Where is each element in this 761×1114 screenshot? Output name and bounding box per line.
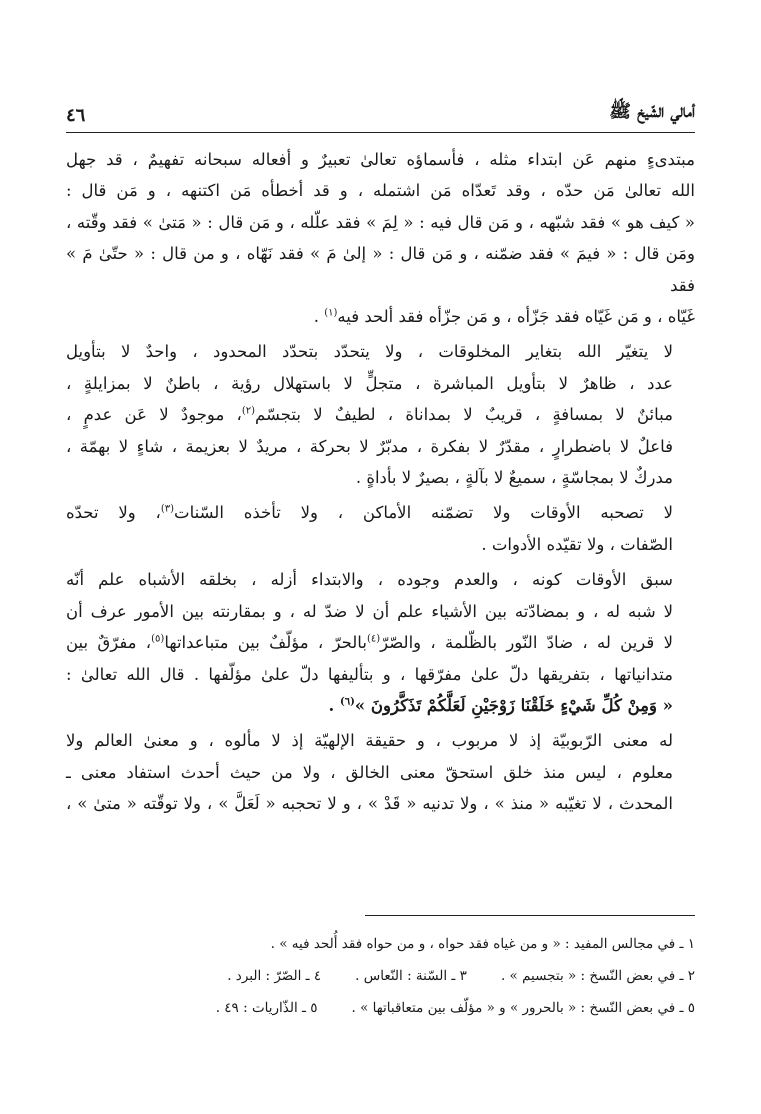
text-line: لا شبه له ، و بمضادّته بين الأشياء علم أن لا ضدّ له ، و بمقارنته بين الأمور عرف أن — [66, 601, 673, 621]
footnote-line — [66, 928, 695, 960]
footnote: ١ ـ في مجالس المفيد : « و من غياه فقد حواه ، و من حواه فقد أُلحد فيه » . — [270, 936, 695, 952]
text-line: عدد ، ظاهرٌ لا بتأويل المباشرة ، متجلٍّ لا باستهلال رؤية ، باطنٌ لا بمزايلةٍ ، — [66, 373, 673, 393]
running-title: أمالي الشّيخ ﷺ — [609, 101, 695, 122]
text-line: لا يتغيّر الله بتغاير المخلوقات ، ولا يتحدّد بتحدّد المحدود ، واحدٌ لا بتأويل — [66, 342, 673, 362]
text-line: لا قرين له ، ضادّ النّور بالظّلمة ، والصّرّ$^{(٤)}$بالحرّ ، مؤلّفٌ بين متباعداتها$^{(٥)}$، مفرّقٌ بين — [66, 633, 673, 653]
text-line: ومَن قال : « فيمَ » فقد ضمّنه ، و مَن قال : « إلىٰ مَ » فقد نَهّاه ، و من قال : « حتّیٰ مَ » فقد — [66, 244, 695, 295]
running-header — [66, 92, 695, 126]
footnote-marker: ٣ — [164, 503, 171, 515]
footnote: ٢ ـ في بعض النّسخ : « بتجسيم » . — [500, 968, 695, 984]
footnote-line — [66, 960, 695, 992]
text-line: مدركٌ لا بمجاسّةٍ ، سميعٌ لا بآلةٍ ، بصيرٌ لا بأداةٍ . — [355, 468, 673, 488]
text-line: الصّفات ، ولا تقيّده الأدوات . — [481, 534, 673, 554]
header-rule — [66, 132, 695, 133]
text-line: مبائنٌ لا بمسافةٍ ، قريبٌ لا بمداناة ، لطيفٌ لا بتجسّم$^{(٢)}$، موجودٌ لا عَن عدمٍ ، — [66, 405, 673, 425]
footnote-marker: ٤ — [370, 633, 377, 645]
footnote: ٥ ـ الذّاريات : ٤٩ . — [215, 1000, 318, 1016]
footnote-marker: ٢ — [245, 405, 252, 417]
footnote-marker: ١ — [328, 307, 334, 319]
footnote: ٤ ـ الصّرّ : البرد . — [227, 968, 322, 984]
paragraph — [66, 564, 695, 721]
text-line: له معنى الرّبوبيّة إذ لا مربوب ، و حقيقة الإلهيّة إذ لا مألوه ، و معنىٰ العالم ولا — [66, 731, 673, 751]
text-line: لا تصحبه الأوقات ولا تضمّنه الأماكن ، ولا تأخذه السّنات$^{(٣)}$، ولا تحدّه — [66, 503, 673, 523]
text-line: متدانياتها ، بتفريقها دلّ علىٰ مفرّقها ، و بتأليفها دلّ علىٰ مؤلّفها . قال الله تعالىٰ : — [66, 664, 673, 684]
text-line: « كيف هو » فقد شبّهه ، و مَن قال فيه : « لِمَ » فقد علّله ، و مَن قال : « مَتىٰ » فقد وقّته ، — [66, 212, 695, 232]
footnote-marker: ٥ — [155, 633, 161, 645]
footnote: ٥ ـ في بعض النّسخ : « بالحرور » و « مؤلّف بين متعاقباتها » . — [351, 1000, 695, 1016]
paragraph — [66, 497, 695, 560]
main-text — [66, 144, 695, 824]
paragraph — [66, 144, 695, 332]
text-line: المحدث ، لا تغيّبه « منذ » ، ولا تدنيه « قَدْ » ، و لا تحجبه « لَعَلَّ » ، ولا توقّته « متىٰ » ، — [66, 794, 673, 814]
text-line: معلوم ، ليس منذ خلق استحقّ معنى الخالق ، ولا من حيث أحدث استفاد معنى ـ — [66, 762, 673, 782]
paragraph — [66, 725, 695, 819]
quran-verse: « وَمِنْ كُلِّ شَيْءٍ خَلَقْنَا زَوْجَيْنِ لَعَلَّكُمْ تَذَكَّرُونَ »$^{(٦)}$ . — [328, 695, 673, 715]
page-number: ٤٦ — [66, 105, 86, 126]
text-line: مبتدىءٍ منهم عَن ابتداء مثله ، فأسماؤه تعالىٰ تعبيرٌ و أفعاله سبحانه تفهيمٌ ، قد جهل — [66, 150, 695, 169]
text-line: فاعلٌ لا باضطرارٍ ، مقدّرٌ لا بفكرة ، مدبّرٌ لا بحركة ، مريدٌ لا بعزيمة ، شاءٍ لا بهمّة ، — [66, 436, 673, 456]
footnotes — [66, 928, 695, 1024]
footnote-line — [66, 992, 695, 1024]
text-line: الله تعالىٰ مَن حدّه ، وقد تَعدّاه مَن اشتمله ، و قد أخطأه مَن اكتنهه ، و مَن قال : — [66, 181, 695, 201]
text-line: سبق الأوقات كونه ، والعدم وجوده ، والابتداء أزله ، بخلقه الأشباه علم أنّه — [66, 570, 673, 590]
footnote-rule — [365, 915, 695, 916]
text-line: غَيّاه ، و مَن غَيّاه فقد جَزّأه ، و مَن جزّأه فقد ألحد فيه$^{(١)}$ . — [313, 307, 695, 327]
paragraph — [66, 336, 695, 493]
footnote-marker: ٦ — [344, 696, 351, 708]
footnote: ٣ ـ السّنة : النّعاس . — [355, 968, 467, 984]
